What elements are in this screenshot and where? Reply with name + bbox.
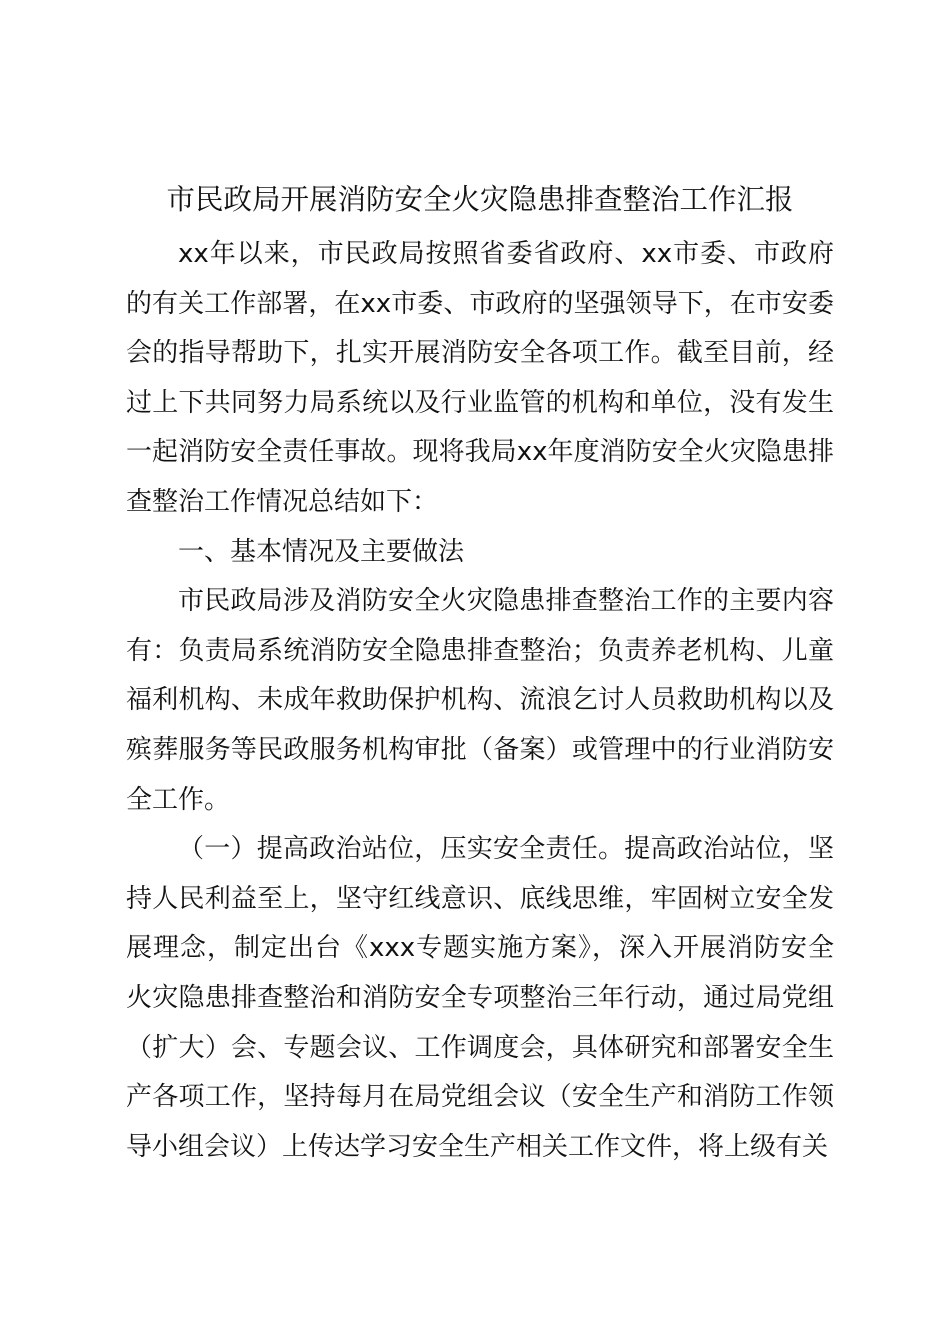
document-body [126, 178, 834, 1172]
section-heading-basic-situation: 一、基本情况及主要做法 [178, 536, 465, 567]
section-paragraph-main-content: 市民政局涉及消防安全火灾隐患排查整治工作的主要内容有：负责局系统消防安全隐患排查整治；负责养老机构、儿童福利机构、未成年救助保护机构、流浪乞讨人员救助机构以及殡葬服务等民政服务机构审批（备案）或管理中的行业消防安全工作。 [126, 586, 834, 815]
subsection-paragraph-political-stance: （一）提高政治站位，压实安全责任。提高政治站位，坚持人民利益至上，坚守红线意识、底线思维，牢固树立安全发展理念，制定出台《xxx专题实施方案》，深入开展消防安全火灾隐患排查整治和消防安全专项整治三年行动，通过局党组（扩大）会、专题会议、工作调度会，具体研究和部署安全生产各项工作，坚持每月在局党组会议（安全生产和消防工作领导小组会议）上传达学习安全生产相关工作文件，将上级有关 [126, 834, 834, 1162]
intro-paragraph: xx年以来，市民政局按照省委省政府、xx市委、市政府的有关工作部署，在xx市委、市政府的坚强领导下，在市安委会的指导帮助下，扎实开展消防安全各项工作。截至目前，经过上下共同努力局系统以及行业监管的机构和单位，没有发生一起消防安全责任事故。现将我局xx年度消防安全火灾隐患排查整治工作情况总结如下： [126, 239, 834, 517]
document-title: 市民政局开展消防安全火灾隐患排查整治工作汇报 [166, 183, 794, 216]
